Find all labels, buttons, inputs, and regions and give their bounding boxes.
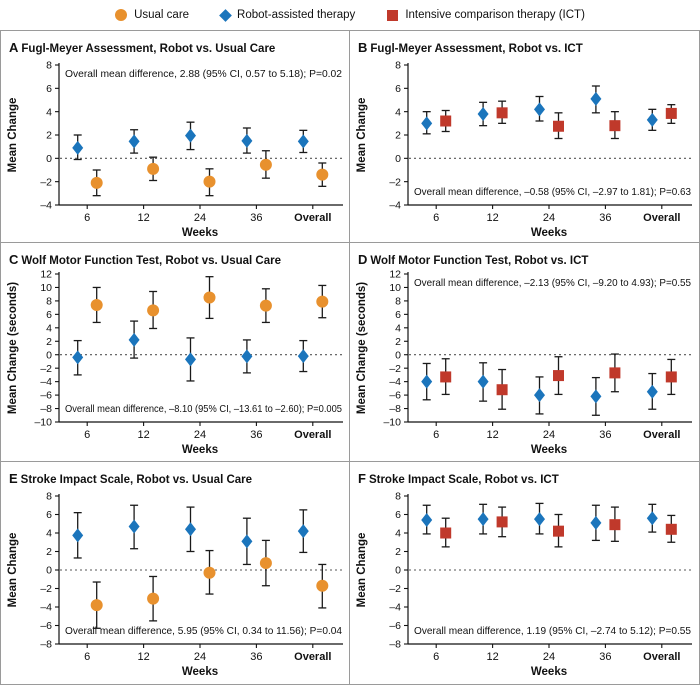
panel-b-plot — [350, 57, 699, 243]
svg-text:–2: –2 — [40, 362, 52, 375]
panel-letter: D — [358, 252, 368, 267]
svg-text:12: 12 — [486, 429, 499, 441]
svg-text:24: 24 — [542, 212, 556, 224]
svg-text:–4: –4 — [40, 601, 52, 614]
panel-e — [1, 462, 350, 684]
panel-b — [350, 31, 699, 243]
panel-letter: E — [9, 471, 18, 486]
ict-square-icon — [387, 10, 398, 21]
svg-text:–6: –6 — [389, 620, 401, 633]
legend-label: Usual care — [134, 9, 190, 21]
svg-text:4: 4 — [46, 106, 52, 119]
svg-text:6: 6 — [84, 429, 91, 441]
svg-text:Weeks: Weeks — [181, 227, 219, 239]
panel-e-title — [1, 462, 349, 488]
svg-text:12: 12 — [137, 651, 150, 663]
svg-text:24: 24 — [193, 212, 207, 224]
svg-text:4: 4 — [395, 322, 401, 335]
panel-f — [350, 462, 699, 684]
svg-text:Weeks: Weeks — [530, 444, 568, 456]
svg-text:Overall: Overall — [294, 429, 332, 441]
panel-title-text: Wolf Motor Function Test, Robot vs. ICT — [370, 255, 589, 267]
svg-text:6: 6 — [46, 509, 52, 522]
svg-text:Mean Change (seconds): Mean Change (seconds) — [7, 281, 19, 415]
svg-text:2: 2 — [46, 546, 52, 559]
svg-text:Overall: Overall — [643, 212, 681, 224]
svg-text:–4: –4 — [389, 601, 401, 614]
svg-text:24: 24 — [542, 429, 556, 441]
svg-text:6: 6 — [395, 308, 401, 321]
panel-c-title — [1, 243, 349, 269]
svg-text:0: 0 — [395, 564, 401, 577]
svg-text:6: 6 — [395, 82, 401, 95]
svg-text:–2: –2 — [389, 362, 401, 375]
svg-text:–4: –4 — [389, 376, 401, 389]
svg-text:–4: –4 — [389, 199, 401, 212]
svg-text:Overall mean difference, –2.13: Overall mean difference, –2.13 (95% CI, –9.20 to 4.93); P=0.55 — [414, 278, 692, 289]
svg-text:8: 8 — [46, 59, 52, 72]
svg-text:Overall: Overall — [643, 651, 681, 663]
svg-text:Overall: Overall — [294, 212, 332, 224]
panel-d-title — [350, 243, 699, 269]
svg-text:36: 36 — [599, 429, 612, 441]
svg-text:2: 2 — [46, 335, 52, 348]
svg-text:36: 36 — [599, 212, 612, 224]
svg-text:–2: –2 — [40, 176, 52, 189]
svg-text:2: 2 — [395, 335, 401, 348]
svg-text:Overall mean difference, 5.95: Overall mean difference, 5.95 (95% CI, 0.34 to 11.56); P=0.04 — [65, 626, 343, 637]
panel-b-title — [350, 31, 699, 57]
svg-text:0: 0 — [46, 152, 52, 165]
svg-text:Overall mean difference, 1.19: Overall mean difference, 1.19 (95% CI, –2.74 to 5.12); P=0.55 — [414, 626, 692, 637]
svg-text:12: 12 — [486, 651, 499, 663]
svg-text:Mean Change: Mean Change — [7, 532, 19, 608]
svg-text:–6: –6 — [40, 620, 52, 633]
svg-text:4: 4 — [46, 322, 52, 335]
svg-text:6: 6 — [433, 212, 440, 224]
svg-text:24: 24 — [193, 651, 207, 663]
svg-text:–4: –4 — [40, 199, 52, 212]
svg-text:0: 0 — [395, 152, 401, 165]
svg-text:–8: –8 — [389, 638, 401, 651]
svg-text:Weeks: Weeks — [181, 444, 219, 456]
svg-text:10: 10 — [40, 282, 52, 295]
svg-text:12: 12 — [40, 269, 52, 281]
svg-text:Weeks: Weeks — [181, 666, 219, 678]
svg-text:–8: –8 — [40, 403, 52, 416]
panel-c — [1, 243, 350, 462]
svg-text:36: 36 — [250, 651, 263, 663]
svg-text:Mean Change (seconds): Mean Change (seconds) — [356, 281, 368, 415]
svg-text:Weeks: Weeks — [530, 666, 568, 678]
svg-text:Overall mean difference, 2.88: Overall mean difference, 2.88 (95% CI, 0.57 to 5.18); P=0.02 — [65, 69, 343, 80]
svg-text:6: 6 — [84, 651, 91, 663]
svg-text:8: 8 — [395, 59, 401, 72]
svg-text:–6: –6 — [40, 389, 52, 402]
legend-item-usual-care — [115, 9, 189, 21]
svg-text:Mean Change: Mean Change — [7, 97, 19, 173]
svg-text:6: 6 — [46, 82, 52, 95]
panel-e-plot — [1, 488, 350, 684]
svg-text:6: 6 — [395, 509, 401, 522]
svg-text:2: 2 — [46, 129, 52, 142]
legend-label: Intensive comparison therapy (ICT) — [405, 9, 585, 21]
svg-text:2: 2 — [395, 546, 401, 559]
svg-text:–6: –6 — [389, 389, 401, 402]
svg-text:Weeks: Weeks — [530, 227, 568, 239]
panel-d-plot — [350, 269, 699, 461]
svg-text:6: 6 — [433, 429, 440, 441]
panel-a-plot — [1, 57, 350, 243]
svg-text:12: 12 — [486, 212, 499, 224]
svg-text:Overall mean difference, –8.10: Overall mean difference, –8.10 (95% CI, –13.61 to –2.60); P=0.005 — [65, 404, 343, 415]
svg-text:Mean Change: Mean Change — [356, 97, 368, 173]
svg-text:12: 12 — [137, 429, 150, 441]
svg-text:–10: –10 — [383, 416, 401, 429]
legend-item-robot — [221, 9, 355, 21]
panel-a-title — [1, 31, 349, 57]
legend — [0, 0, 700, 30]
svg-text:Overall: Overall — [294, 651, 332, 663]
svg-text:8: 8 — [395, 295, 401, 308]
svg-text:12: 12 — [137, 212, 150, 224]
svg-text:24: 24 — [193, 429, 207, 441]
panel-title-text: Stroke Impact Scale, Robot vs. Usual Care — [20, 474, 253, 486]
svg-text:8: 8 — [46, 295, 52, 308]
svg-text:Overall mean difference, –0.58: Overall mean difference, –0.58 (95% CI, –2.97 to 1.81); P=0.63 — [414, 187, 692, 198]
panel-c-plot — [1, 269, 350, 461]
legend-label: Robot-assisted therapy — [237, 9, 356, 21]
svg-text:4: 4 — [395, 106, 401, 119]
panel-f-plot — [350, 488, 699, 684]
panel-a — [1, 31, 350, 243]
svg-text:36: 36 — [599, 651, 612, 663]
panel-letter: B — [358, 40, 368, 55]
panel-title-text: Fugl-Meyer Assessment, Robot vs. Usual Care — [21, 43, 276, 55]
svg-text:–10: –10 — [34, 416, 52, 429]
svg-text:0: 0 — [46, 564, 52, 577]
panel-letter: C — [9, 252, 19, 267]
svg-text:4: 4 — [395, 527, 401, 540]
svg-text:10: 10 — [389, 282, 401, 295]
svg-text:36: 36 — [250, 429, 263, 441]
svg-text:6: 6 — [433, 651, 440, 663]
svg-text:8: 8 — [46, 490, 52, 503]
svg-text:12: 12 — [389, 269, 401, 281]
panel-letter: A — [9, 40, 19, 55]
panel-grid — [0, 30, 700, 685]
svg-text:6: 6 — [46, 308, 52, 321]
svg-text:Overall: Overall — [643, 429, 681, 441]
svg-text:4: 4 — [46, 527, 52, 540]
svg-text:0: 0 — [46, 349, 52, 362]
svg-text:2: 2 — [395, 129, 401, 142]
legend-item-ict — [387, 9, 585, 21]
usual-care-circle-icon — [115, 9, 127, 21]
svg-text:6: 6 — [84, 212, 91, 224]
svg-text:24: 24 — [542, 651, 556, 663]
svg-text:–8: –8 — [40, 638, 52, 651]
panel-title-text: Stroke Impact Scale, Robot vs. ICT — [368, 474, 559, 486]
svg-text:–2: –2 — [389, 583, 401, 596]
svg-text:–2: –2 — [40, 583, 52, 596]
svg-text:–2: –2 — [389, 176, 401, 189]
panel-title-text: Wolf Motor Function Test, Robot vs. Usual Care — [21, 255, 281, 267]
svg-text:8: 8 — [395, 490, 401, 503]
svg-text:–4: –4 — [40, 376, 52, 389]
panel-f-title — [350, 462, 699, 488]
robot-diamond-icon — [219, 9, 232, 22]
svg-text:0: 0 — [395, 349, 401, 362]
svg-text:36: 36 — [250, 212, 263, 224]
panel-letter: F — [358, 471, 366, 486]
svg-text:–8: –8 — [389, 403, 401, 416]
panel-title-text: Fugl-Meyer Assessment, Robot vs. ICT — [370, 43, 583, 55]
svg-text:Mean Change: Mean Change — [356, 532, 368, 608]
panel-d — [350, 243, 699, 462]
